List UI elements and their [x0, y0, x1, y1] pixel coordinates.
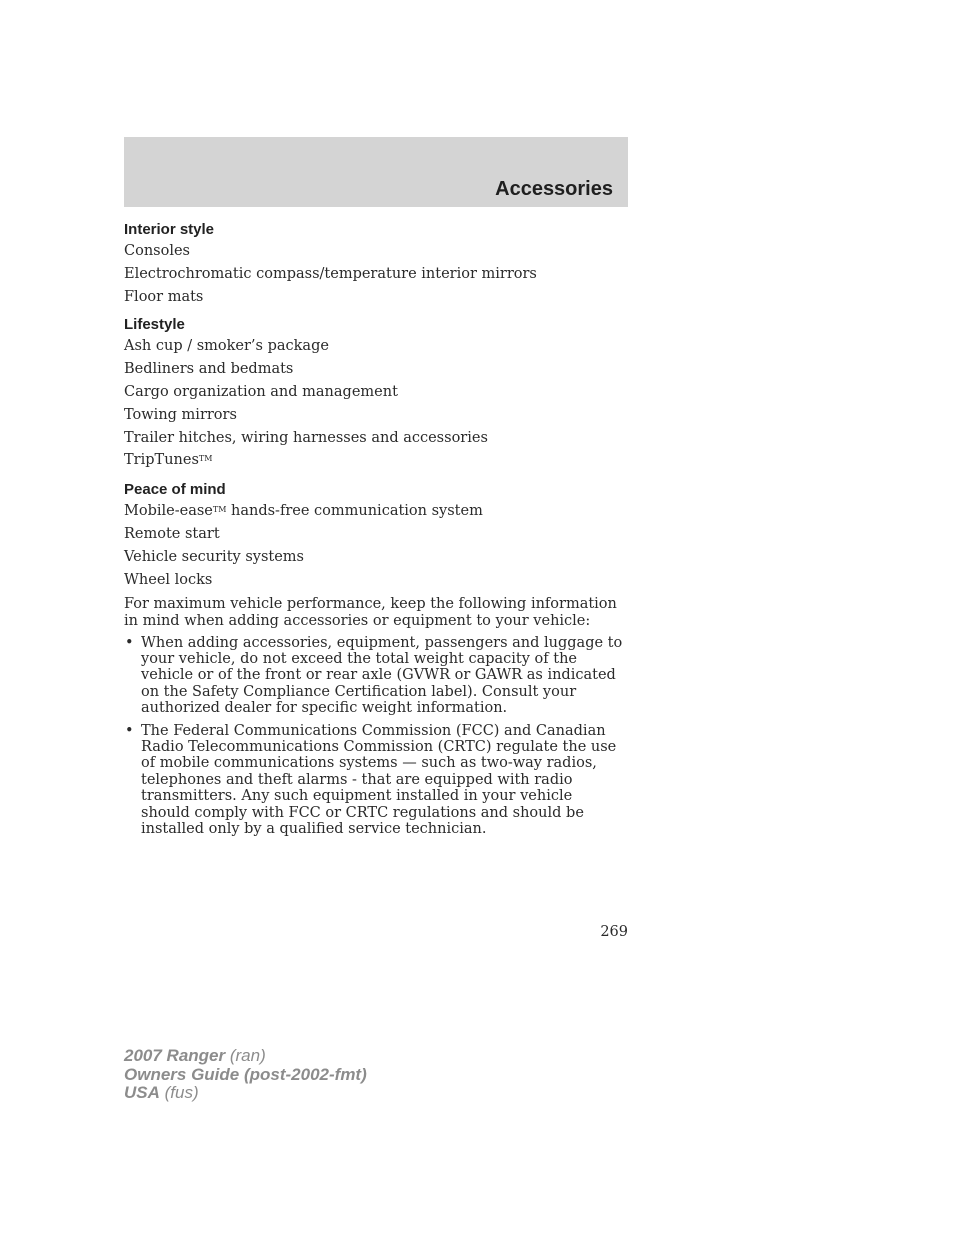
- heading-interior-style: Interior style: [124, 221, 215, 238]
- heading-lifestyle: Lifestyle: [124, 316, 185, 334]
- bullet-text: When adding accessories, equipment, passengers and luggage to your vehicle, do not exceed the total weight capacity of the vehicle or of the front or rear axle (GVWR or GAWR as indicated on the Safety Compliance Certification label). Consult your authorized dealer for specific weight information.: [141, 634, 623, 717]
- heading-peace-of-mind: Peace of mind: [124, 481, 226, 499]
- list-item: Remote start: [124, 525, 220, 542]
- footer-model: 2007 Ranger: [124, 1046, 226, 1065]
- footer-market: USA: [124, 1083, 160, 1102]
- interior-style-list: [124, 240, 624, 308]
- list-item: Bedliners and bedmats: [124, 361, 294, 378]
- section-title: Accessories: [495, 178, 613, 200]
- bullet-item: [124, 635, 624, 717]
- page-number: 269: [600, 924, 628, 940]
- trademark-mark: TM: [198, 454, 213, 464]
- list-item: Wheel locks: [124, 571, 213, 588]
- bullet-text: The Federal Communications Commission (FCC) and Canadian Radio Telecommunications Commission (CRTC) regulate the use of mobile communications systems — such as two-way radios, telephones and theft alarms - that are equipped with radio transmitters. Any such equipment installed in your vehicle should comply with FCC or CRTC regulations and should be installed only by a qualified service technician.: [141, 722, 617, 838]
- document-footer: [124, 1047, 367, 1103]
- bullet-dot: •: [125, 722, 134, 739]
- footer-market-code: (fus): [159, 1083, 199, 1102]
- footer-model-code: (ran): [225, 1046, 266, 1065]
- list-item: Electrochromatic compass/temperature interior mirrors: [124, 265, 537, 282]
- list-item: Floor mats: [124, 288, 204, 305]
- list-item-triptunes: [124, 449, 624, 472]
- list-item: Cargo organization and management: [124, 383, 398, 400]
- list-item: Ash cup / smoker’s package: [124, 338, 329, 355]
- list-item: Consoles: [124, 243, 190, 259]
- lifestyle-list: [124, 335, 624, 472]
- list-item: Trailer hitches, wiring harnesses and accessories: [124, 429, 488, 446]
- peace-of-mind-list: [124, 500, 624, 591]
- mobile-ease-description: hands-free communication system: [226, 503, 483, 520]
- bullet-list: [124, 635, 624, 838]
- footer-line-market: [124, 1084, 367, 1103]
- footer-line-model: [124, 1047, 367, 1066]
- trademark-mark: TM: [212, 505, 227, 515]
- bullet-dot: •: [125, 634, 134, 651]
- list-item-mobile-ease: [124, 500, 624, 523]
- mobile-ease-name: Mobile-ease: [124, 503, 213, 520]
- page-content: [124, 220, 624, 843]
- triptunes-name: TripTunes: [124, 452, 199, 469]
- intro-paragraph: For maximum vehicle performance, keep the following information in mind when adding accessories or equipment to your vehicle:: [124, 596, 617, 629]
- footer-guide: Owners Guide (post-2002-fmt): [124, 1064, 367, 1084]
- bullet-item: [124, 723, 624, 838]
- list-item: Towing mirrors: [124, 406, 237, 423]
- list-item: Vehicle security systems: [124, 548, 304, 565]
- section-header-band: [124, 137, 628, 207]
